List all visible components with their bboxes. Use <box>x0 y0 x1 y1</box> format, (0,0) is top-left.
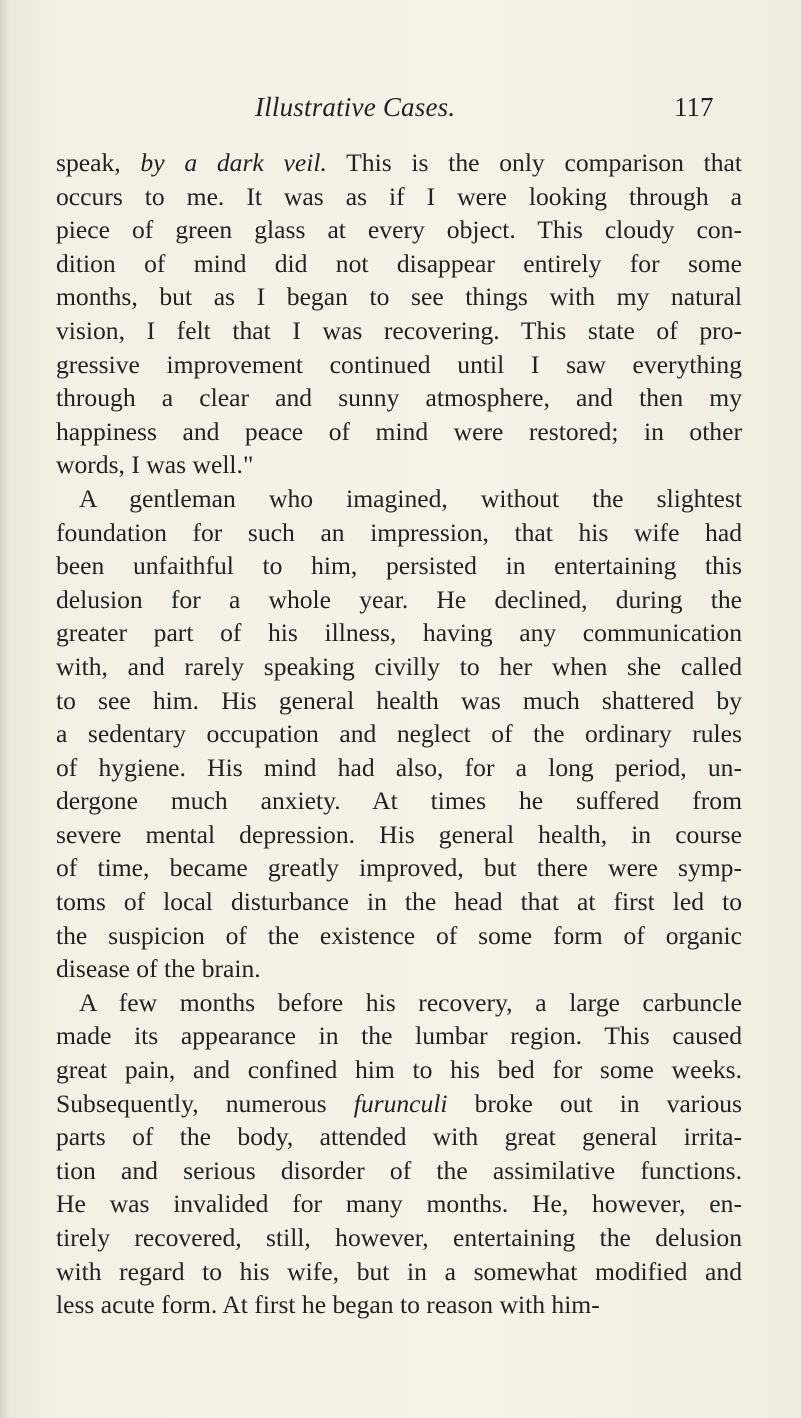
text-line: the suspicion of the existence of some form of organic <box>56 920 742 950</box>
text-line: tion and serious disorder of the assimilative functions. <box>56 1155 742 1185</box>
text-line: vision, I felt that I was recovering. This state of pro- <box>56 315 742 345</box>
text-line: occurs to me. It was as if I were looking through a <box>56 181 742 211</box>
text-line: less acute form. At first he began to reason with him- <box>56 1290 600 1320</box>
text-line: dition of mind did not disappear entirely for some <box>56 248 742 278</box>
text-line: to see him. His general health was much shattered by <box>56 685 742 715</box>
page-number: 117 <box>674 92 714 122</box>
text-line: gressive improvement continued until I saw everything <box>56 349 742 379</box>
text-line: piece of green glass at every object. This cloudy con- <box>56 215 742 245</box>
text-line: months, but as I began to see things with my natural <box>56 282 742 312</box>
text-line: of time, became greatly improved, but there were symp- <box>56 853 742 883</box>
text-line: greater part of his illness, having any communication <box>56 618 742 648</box>
italic-text: by a dark veil. <box>140 148 327 177</box>
text-line: dergone much anxiety. At times he suffered from <box>56 786 742 816</box>
text-line: words, I was well." <box>56 450 254 480</box>
paragraph <box>56 986 742 1322</box>
text-line: with, and rarely speaking civilly to her when she called <box>56 651 742 681</box>
text-line: great pain, and confined him to his bed for some weeks. <box>56 1055 742 1085</box>
text-line: A few months before his recovery, a large carbuncle <box>79 987 742 1017</box>
text-line: A gentleman who imagined, without the slightest <box>79 483 742 513</box>
text-line: speak, by a dark veil. This is the only comparison that <box>56 148 743 177</box>
text-line: disease of the brain. <box>56 954 261 984</box>
text-line: through a clear and sunny atmosphere, and then my <box>56 383 742 413</box>
text-line: foundation for such an impression, that his wife had <box>56 517 742 547</box>
page-edge-shadow <box>0 0 10 1418</box>
text-line: been unfaithful to him, persisted in entertaining this <box>56 551 742 581</box>
text-line: Subsequently, numerous furunculi broke out in various <box>56 1088 742 1118</box>
body-text <box>56 146 742 1322</box>
italic-text: furunculi <box>353 1088 448 1118</box>
text-line: toms of local disturbance in the head that at first led to <box>56 887 742 917</box>
paragraph <box>56 146 742 482</box>
text-line: with regard to his wife, but in a somewhat modified and <box>56 1256 742 1286</box>
page-header <box>0 92 801 132</box>
text-line: parts of the body, attended with great general irrita- <box>56 1122 742 1152</box>
text-line: made its appearance in the lumbar region. This caused <box>56 1021 742 1051</box>
text-line: tirely recovered, still, however, entertaining the delusion <box>56 1223 742 1252</box>
text-line: a sedentary occupation and neglect of the ordinary rules <box>56 719 742 749</box>
paragraph <box>56 482 742 986</box>
text-line: of hygiene. His mind had also, for a long period, un- <box>56 752 742 782</box>
running-head: Illustrative Cases. <box>255 92 456 122</box>
text-line: happiness and peace of mind were restored; in other <box>56 416 742 446</box>
text-line: severe mental depression. His general health, in course <box>56 819 742 849</box>
text-line: delusion for a whole year. He declined, during the <box>56 584 742 614</box>
text-line: He was invalided for many months. He, however, en- <box>56 1189 742 1219</box>
